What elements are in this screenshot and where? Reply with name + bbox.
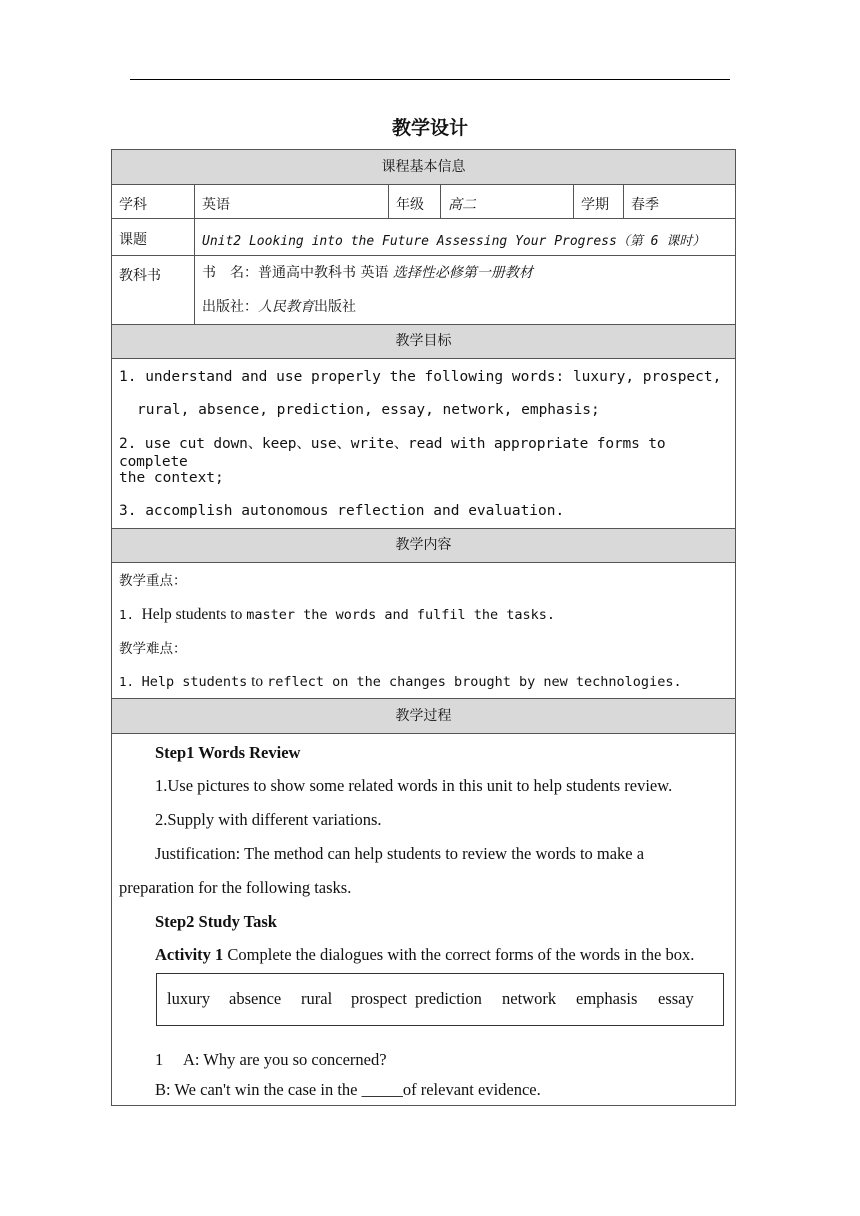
word-box-item: essay [658,989,694,1008]
header-rule [130,79,730,80]
grade-label: 年级 [389,185,441,218]
key-point-lead: Help students to [141,606,247,623]
word-box-item: luxury [167,989,211,1008]
word-box-item: emphasis [576,989,638,1008]
objectives-header-label: 教学目标 [395,333,452,349]
objective-2-line-2: the context; [119,470,224,486]
step2-title: Step2 Study Task [155,912,277,931]
lesson-plan-table [111,149,736,1106]
step1-title: Step1 Words Review [155,743,301,762]
topic-row [112,219,735,256]
book-volume: 选择性必修第一册教材 [392,265,533,281]
objective-1-line-2: rural, absence, prediction, essay, network, emphasis; [137,402,600,418]
key-point-text: master the words and fulfil the tasks. [246,607,556,623]
objective-3: 3. accomplish autonomous reflection and evaluation. [119,503,565,519]
book-name: 书 名：普通高中教科书 英语 [202,265,393,281]
key-point-1 [119,606,729,624]
term-value: 春季 [631,197,659,213]
topic-value: Unit2 Looking into the Future Assessing Your Progress（第 6 课时） [202,234,706,249]
question-1-answer-line: B: We can't win the case in the _____of relevant evidence. [155,1080,541,1099]
word-box-item: prospect [351,989,407,1008]
difficult-point-number: 1. [119,674,142,689]
key-point-number: 1. [119,607,142,622]
textbook-value [195,256,735,324]
justification-line-1: Justification: The method can help students to review the words to make a [155,844,645,863]
objective-2-line-1: 2. use cut down、keep、use、write、read with appropriate forms to complete [119,436,666,470]
word-box-item: prediction [415,989,482,1008]
key-points-label: 教学重点： [119,573,187,589]
grade-value: 高二 [441,185,574,218]
question-1-line: 1 A: Why are you so concerned? [155,1050,387,1069]
word-box-item: network [502,989,557,1008]
process-header-label: 教学过程 [395,708,452,724]
textbook-label: 教科书 [112,256,195,324]
publisher-name: 人民教育 [258,299,314,315]
step1-item-1: 1.Use pictures to show some related words in this unit to help students review. [155,776,673,795]
book-line [202,265,735,282]
textbook-row [112,256,735,325]
word-box-item: rural [301,989,333,1008]
content-header-label: 教学内容 [395,537,452,553]
difficult-point-lead: Help students [141,674,248,690]
word-box [156,973,724,1026]
justification-line-2: preparation for the following tasks. [119,878,352,897]
topic-label: 课题 [112,219,195,255]
activity-1-instruction [155,945,694,965]
difficult-points-label: 教学难点： [119,641,187,657]
publisher-prefix: 出版社： [202,299,258,315]
subject-value: 英语 [195,185,389,218]
difficult-point-to: to [247,673,268,690]
word-box-item: absence [229,989,282,1008]
content-body [112,563,735,699]
process-body [112,734,735,1106]
term-label: 学期 [574,185,624,218]
objective-1-line-1: 1. understand and use properly the following words: luxury, prospect, [119,369,722,385]
document-title: 教学设计 [391,117,468,139]
difficult-point-text: reflect on the changes brought by new technologies. [267,674,682,690]
basic-info-header-label: 课程基本信息 [381,159,466,175]
subject-row [112,185,735,219]
basic-info-header [112,150,735,185]
objectives-body [112,359,735,529]
activity-1-text: Complete the dialogues with the correct forms of the words in the box. [223,945,695,964]
subject-label: 学科 [112,185,195,218]
activity-1-label: Activity 1 [155,945,224,964]
difficult-point-1 [119,673,729,691]
publisher-suffix: 出版社 [314,299,356,315]
objectives-header [112,325,735,359]
step1-item-2: 2.Supply with different variations. [155,810,382,829]
process-header [112,699,735,734]
publisher-line [202,299,735,316]
content-header [112,529,735,563]
